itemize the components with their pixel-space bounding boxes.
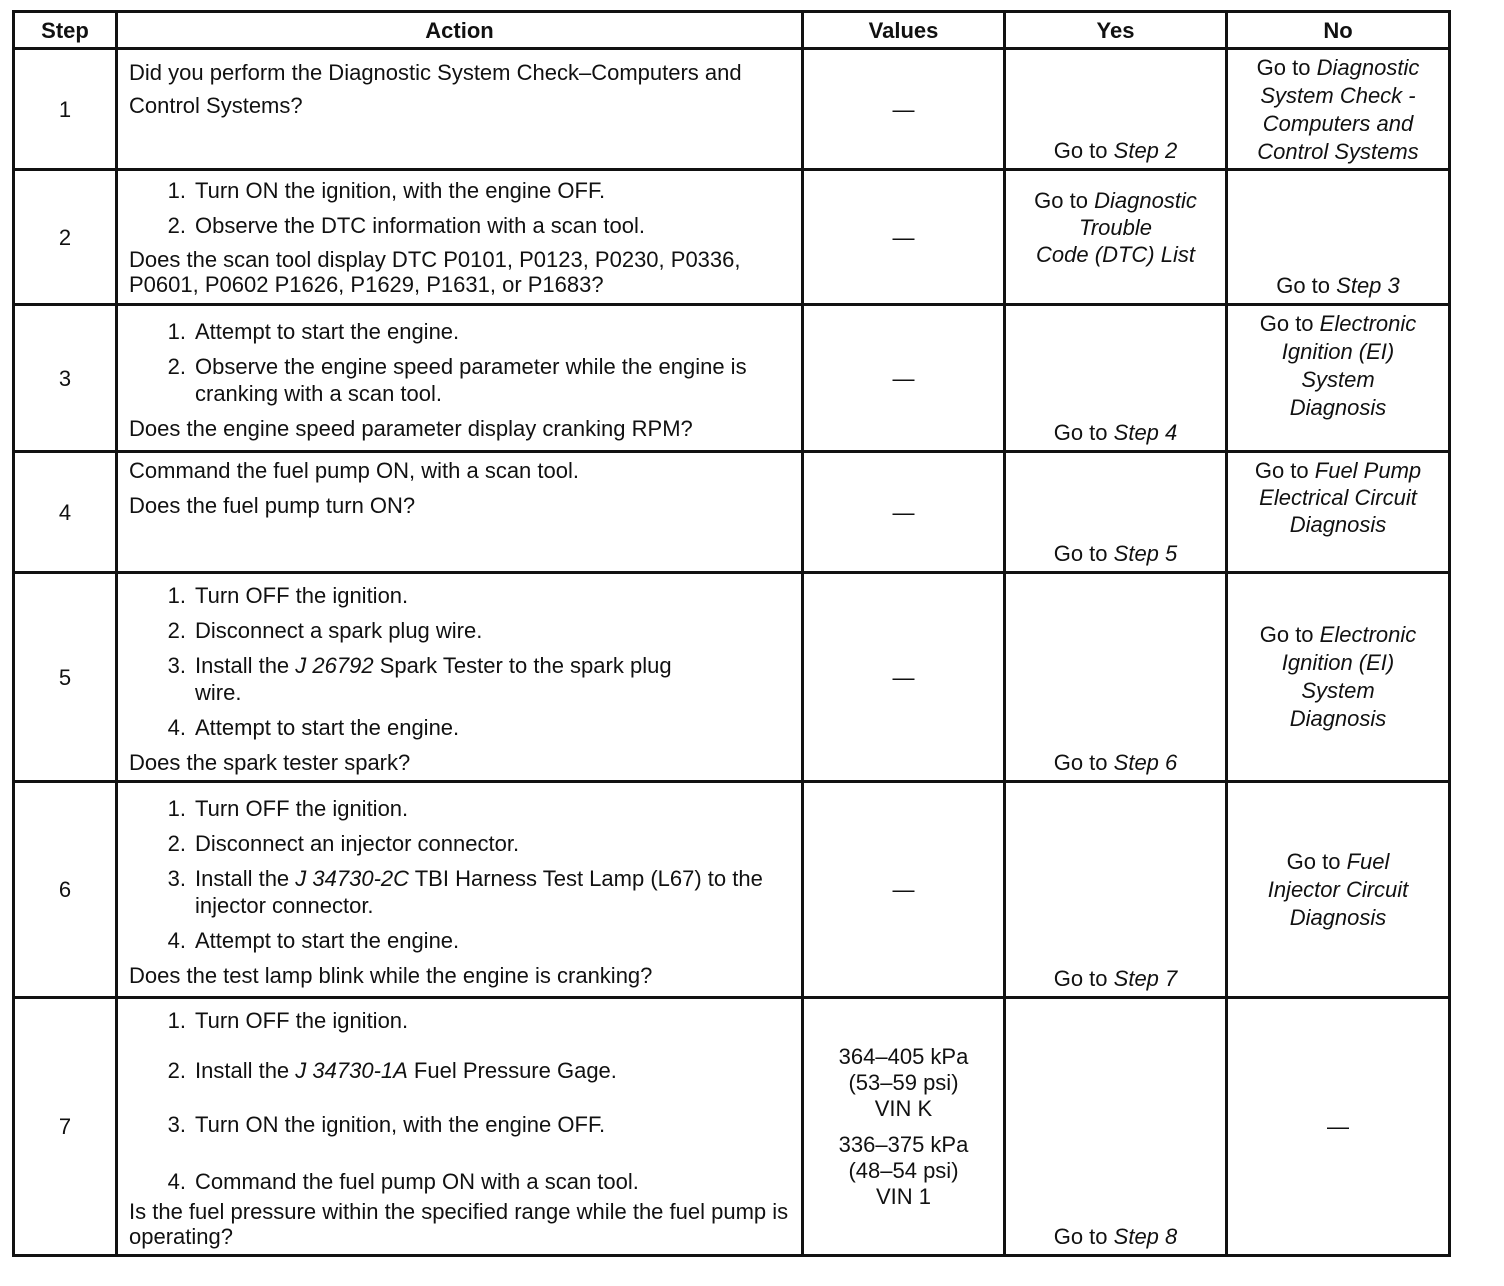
action-cell: [117, 452, 803, 573]
action-question: Does the test lamp blink while the engine is cranking?: [129, 963, 653, 988]
list-item: 4. Command the fuel pump ON with a scan tool.: [167, 1169, 639, 1194]
yes-cell: [1005, 305, 1227, 452]
table-row: [14, 573, 1450, 782]
goto-label: Go to: [1256, 55, 1311, 80]
no-target: Diagnosis: [1289, 706, 1387, 731]
list-item: 2. Observe the engine speed parameter while the engine is cranking with a scan tool.: [167, 354, 747, 406]
list-item: 1. Turn ON the ignition, with the engine OFF.: [167, 178, 606, 203]
step-number: 2: [14, 170, 117, 305]
value-dash: —: [892, 96, 915, 122]
no-target: Computers and: [1262, 111, 1414, 136]
action-cell: [117, 573, 803, 782]
value-dash: —: [892, 664, 915, 690]
action-cell: [117, 305, 803, 452]
no-goto-link[interactable]: [1228, 848, 1448, 932]
value-dash: —: [892, 499, 915, 525]
yes-cell: [1005, 452, 1227, 573]
goto-label: Go to: [1259, 622, 1314, 647]
no-goto-link[interactable]: [1228, 306, 1448, 422]
values-cell: [803, 49, 1005, 170]
list-item: 4. Attempt to start the engine.: [167, 715, 460, 740]
no-goto-link[interactable]: [1228, 621, 1448, 733]
tool-name: J 26792: [295, 653, 374, 678]
action-cell: [117, 998, 803, 1256]
yes-target: Trouble: [1079, 215, 1152, 240]
action-steps: [129, 1007, 793, 1195]
yes-goto-link[interactable]: [1006, 540, 1225, 567]
list-item: 2. Observe the DTC information with a scan tool.: [167, 213, 645, 238]
action-question: Does the scan tool display DTC P0101, P0123, P0230, P0336, P0601, P0602 P1626, P1629, P1631, or P1683?: [129, 247, 741, 297]
yes-cell: [1005, 49, 1227, 170]
no-cell: [1227, 49, 1450, 170]
table-row: [14, 49, 1450, 170]
list-item: 3. Install the J 34730-2C TBI Harness Test Lamp (L67) to the injector connector.: [167, 866, 763, 918]
step-number: 4: [14, 452, 117, 573]
action-question: Does the spark tester spark?: [129, 750, 411, 775]
no-cell: [1227, 573, 1450, 782]
yes-target: Step 6: [1113, 749, 1178, 775]
action-cell: [117, 782, 803, 998]
list-item: 1. Turn OFF the ignition.: [167, 796, 409, 821]
diagnostic-table: [12, 10, 1451, 1257]
no-cell: [1227, 452, 1450, 573]
yes-goto-link[interactable]: [1006, 965, 1225, 992]
no-target: Control Systems: [1257, 139, 1419, 164]
yes-target: Step 4: [1113, 420, 1178, 445]
goto-label: Go to: [1259, 311, 1314, 336]
no-target: Step 3: [1336, 273, 1400, 298]
yes-cell: [1005, 998, 1227, 1256]
no-cell: [1227, 782, 1450, 998]
goto-label: Go to: [1053, 966, 1108, 991]
action-question: Is the fuel pressure within the specified range while the fuel pump is operating?: [129, 1199, 789, 1249]
no-target: System: [1301, 678, 1375, 703]
no-cell: [1227, 305, 1450, 452]
no-target: Injector Circuit: [1267, 876, 1409, 902]
action-steps: [129, 318, 793, 407]
yes-target: Step 7: [1113, 966, 1178, 991]
action-steps: [129, 177, 793, 239]
header-no: No: [1227, 12, 1450, 49]
values-cell: [803, 305, 1005, 452]
no-target: Electronic: [1319, 311, 1417, 336]
goto-label: Go to: [1034, 188, 1088, 213]
goto-label: Go to: [1286, 848, 1341, 874]
no-target: Electrical Circuit: [1259, 485, 1417, 510]
yes-cell: [1005, 170, 1227, 305]
goto-label: Go to: [1254, 458, 1309, 483]
pressure-spec: 364–405 kPa (53–59 psi) VIN K 336–375 kPa (48–54 psi) VIN 1: [838, 1043, 969, 1209]
no-target: Diagnosis: [1289, 395, 1387, 420]
no-goto-link[interactable]: [1228, 272, 1448, 299]
list-item: 1. Turn OFF the ignition.: [167, 583, 409, 608]
values-cell: [803, 170, 1005, 305]
no-target: Diagnostic: [1316, 55, 1420, 80]
action-steps: [129, 582, 793, 741]
list-item: 2. Install the J 34730-1A Fuel Pressure Gage.: [167, 1058, 617, 1083]
action-question: Does the fuel pump turn ON?: [129, 493, 416, 518]
header-step: Step: [14, 12, 117, 49]
goto-label: Go to: [1053, 541, 1108, 566]
tool-name: J 34730-1A: [295, 1058, 408, 1083]
step-number: 7: [14, 998, 117, 1256]
value-dash: —: [892, 365, 915, 391]
action-cell: [117, 170, 803, 305]
values-cell: [803, 452, 1005, 573]
action-text: Command the fuel pump ON, with a scan tool.: [129, 458, 579, 483]
tool-name: J 34730-2C: [295, 866, 410, 891]
list-item: 1. Turn OFF the ignition.: [167, 1008, 409, 1033]
step-number: 1: [14, 49, 117, 170]
goto-label: Go to: [1053, 749, 1108, 775]
list-item: 3. Install the J 26792 Spark Tester to the spark plug wire.: [167, 653, 672, 705]
step-number: 3: [14, 305, 117, 452]
list-item: 4. Attempt to start the engine.: [167, 928, 460, 953]
header-values: Values: [803, 12, 1005, 49]
no-target: System: [1301, 367, 1375, 392]
table-row: [14, 170, 1450, 305]
list-item: 3. Turn ON the ignition, with the engine OFF.: [167, 1112, 606, 1137]
yes-target: Code (DTC) List: [1036, 242, 1195, 267]
list-item: 1. Attempt to start the engine.: [167, 319, 460, 344]
goto-label: Go to: [1053, 420, 1108, 445]
value-dash: —: [892, 877, 915, 902]
yes-goto-link[interactable]: [1006, 171, 1225, 268]
yes-target: Diagnostic: [1094, 188, 1197, 213]
no-target: Diagnosis: [1289, 904, 1387, 930]
yes-goto-link[interactable]: [1006, 749, 1225, 776]
action-question: Does the engine speed parameter display cranking RPM?: [129, 416, 693, 441]
yes-target: Step 2: [1113, 138, 1178, 163]
table-row: [14, 782, 1450, 998]
no-target: Fuel: [1346, 848, 1390, 874]
action-text: Did you perform the Diagnostic System Check–Computers and Control Systems?: [129, 60, 742, 118]
value-dash: —: [1327, 1114, 1349, 1139]
yes-target: Step 8: [1113, 1224, 1178, 1249]
table-row: [14, 452, 1450, 573]
header-row: [14, 12, 1450, 49]
goto-label: Go to: [1053, 138, 1108, 163]
no-cell: [1227, 998, 1450, 1256]
table-row: [14, 305, 1450, 452]
header-action: Action: [117, 12, 803, 49]
yes-goto-link[interactable]: [1006, 137, 1225, 164]
yes-goto-link[interactable]: [1006, 419, 1225, 446]
no-target: Ignition (EI): [1281, 650, 1395, 675]
list-item: 2. Disconnect an injector connector.: [167, 831, 520, 856]
no-target: Fuel Pump: [1314, 458, 1422, 483]
yes-target: Step 5: [1113, 541, 1178, 566]
no-target: Diagnosis: [1289, 512, 1387, 537]
no-cell: [1227, 170, 1450, 305]
no-target: System Check -: [1260, 83, 1416, 108]
no-goto-link[interactable]: [1228, 453, 1448, 538]
yes-cell: [1005, 573, 1227, 782]
goto-label: Go to: [1053, 1224, 1108, 1249]
values-cell: [803, 573, 1005, 782]
no-goto-link[interactable]: [1228, 52, 1448, 166]
action-steps: [129, 795, 793, 954]
header-yes: Yes: [1005, 12, 1227, 49]
table-row: [14, 998, 1450, 1256]
no-target: Ignition (EI): [1281, 339, 1395, 364]
step-number: 6: [14, 782, 117, 998]
values-cell: [803, 782, 1005, 998]
action-cell: [117, 49, 803, 170]
list-item: 2. Disconnect a spark plug wire.: [167, 618, 483, 643]
goto-label: Go to: [1276, 273, 1331, 298]
yes-cell: [1005, 782, 1227, 998]
no-target: Electronic: [1319, 622, 1417, 647]
step-number: 5: [14, 573, 117, 782]
value-dash: —: [892, 224, 915, 250]
yes-goto-link[interactable]: [1006, 1223, 1225, 1250]
values-cell: [803, 998, 1005, 1256]
